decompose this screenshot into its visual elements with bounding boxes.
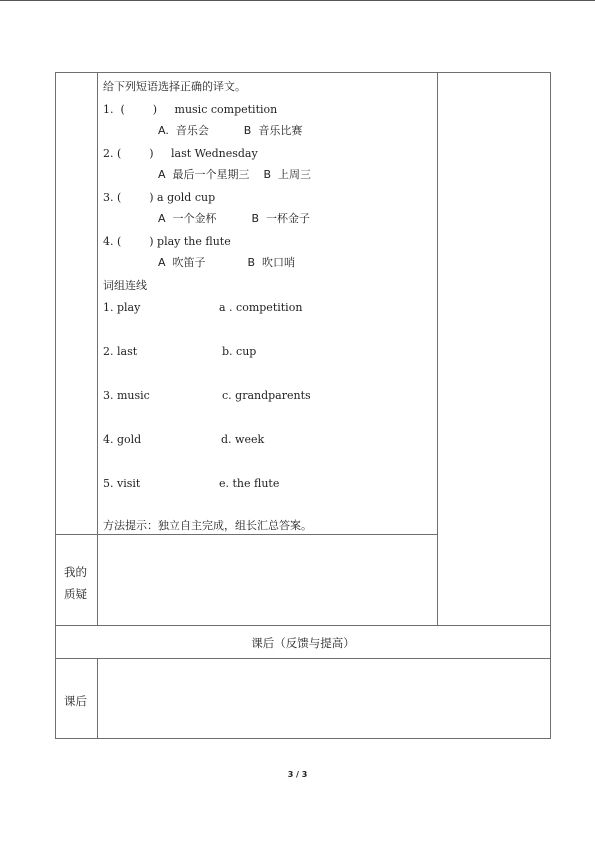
matching-left-item: 3. music: [103, 389, 150, 402]
matching-right-item: b. cup: [222, 345, 257, 358]
matching-right-item: a . competition: [219, 301, 303, 314]
question-stem: 3. ( ) a gold cup: [103, 191, 216, 204]
question-options: A 吹笛子 B 吹口哨: [158, 256, 296, 269]
question-options: A 一个金杯 B 一杯金子: [158, 212, 311, 225]
question-options: A. 音乐会 B 音乐比赛: [158, 124, 303, 137]
col-divider-label: [97, 72, 98, 625]
matching-right-item: d. week: [221, 433, 265, 446]
col-divider-label-bottom: [97, 658, 98, 738]
row-divider-exercise: [55, 534, 438, 535]
matching-left-item: 5. visit: [103, 477, 141, 490]
matching-left-item: 4. gold: [103, 433, 142, 446]
question-stem: 1. ( ) music competition: [103, 103, 278, 116]
after-class-label: 课后: [64, 694, 87, 708]
page-top-rule: [0, 0, 595, 1]
matching-title: 词组连线: [103, 279, 147, 292]
page-number: 3 / 3: [287, 770, 308, 779]
matching-right-item: e. the flute: [219, 477, 280, 490]
question-stem: 4. ( ) play the flute: [103, 235, 231, 248]
row-divider-question: [55, 625, 551, 626]
matching-right-item: c. grandparents: [222, 389, 311, 402]
matching-left-item: 2. last: [103, 345, 138, 358]
question-options: A 最后一个星期三 B 上周三: [158, 168, 312, 181]
method-tip: 方法提示：独立自主完成，组长汇总答案。: [103, 519, 312, 532]
exercise-instruction: 给下列短语选择正确的译文。: [103, 80, 246, 93]
table-border-bottom: [55, 738, 551, 739]
col-divider-right: [437, 72, 438, 625]
my-questions-label: 我的质疑: [64, 565, 87, 601]
row-divider-header: [55, 658, 551, 659]
matching-left-item: 1. play: [103, 301, 141, 314]
table-border-right: [550, 72, 551, 739]
after-class-header: 课后（反馈与提高）: [251, 636, 355, 650]
question-stem: 2. ( ) last Wednesday: [103, 147, 258, 160]
table-border-top: [55, 72, 551, 73]
